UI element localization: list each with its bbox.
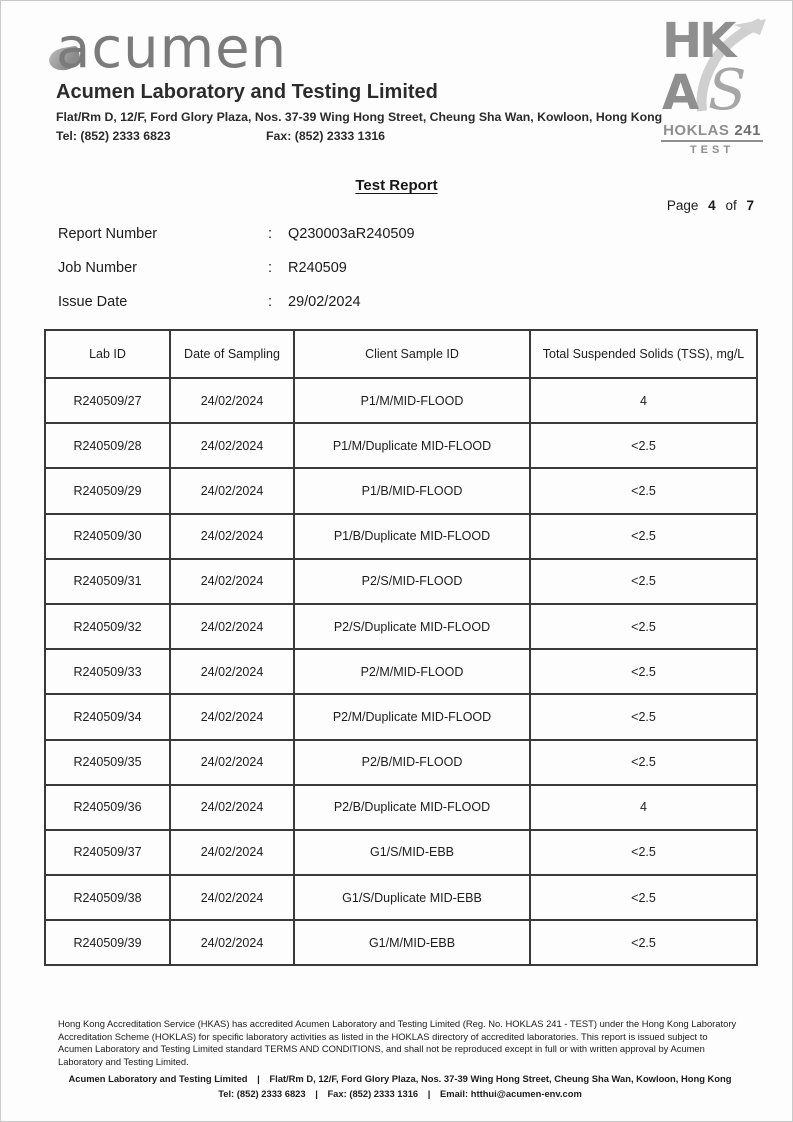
tss-value-cell: 4 bbox=[530, 378, 757, 423]
client-sample-id-cell: G1/S/MID-EBB bbox=[294, 830, 530, 875]
client-sample-id-cell: G1/S/Duplicate MID-EBB bbox=[294, 875, 530, 920]
hkas-accreditation-mark bbox=[652, 13, 772, 156]
table-row bbox=[45, 740, 757, 785]
client-sample-id-cell: P2/S/MID-FLOOD bbox=[294, 559, 530, 604]
client-sample-id-cell: P1/M/MID-FLOOD bbox=[294, 378, 530, 423]
table-row bbox=[45, 604, 757, 649]
page-total: 7 bbox=[746, 198, 754, 213]
lab-id-header: Lab ID bbox=[45, 330, 170, 378]
tss-header: Total Suspended Solids (TSS), mg/L bbox=[530, 330, 757, 378]
table-row bbox=[45, 649, 757, 694]
title-row bbox=[1, 177, 792, 195]
lab-id-cell: R240509/31 bbox=[45, 559, 170, 604]
table-row bbox=[45, 378, 757, 423]
report-number-label: Report Number bbox=[58, 226, 158, 242]
tss-value-cell: <2.5 bbox=[530, 559, 757, 604]
table-row bbox=[45, 423, 757, 468]
issue-date-label: Issue Date bbox=[58, 294, 128, 311]
svg-text:HK: HK bbox=[662, 13, 734, 69]
lab-id-cell: R240509/35 bbox=[45, 740, 170, 785]
table-row bbox=[45, 559, 757, 604]
company-contacts bbox=[56, 129, 676, 143]
page-current: 4 bbox=[708, 198, 716, 213]
tss-value-cell: <2.5 bbox=[530, 604, 757, 649]
company-name: Acumen Laboratory and Testing Limited bbox=[56, 81, 438, 103]
company-fax: Fax: (852) 2333 1316 bbox=[266, 129, 385, 143]
report-number-value: Q230003aR240509 bbox=[288, 226, 415, 242]
sampling-date-cell: 24/02/2024 bbox=[170, 740, 294, 785]
table-row bbox=[45, 694, 757, 739]
tss-value-cell: <2.5 bbox=[530, 468, 757, 513]
lab-id-cell: R240509/37 bbox=[45, 830, 170, 875]
sampling-date-cell: 24/02/2024 bbox=[170, 920, 294, 965]
sampling-date-header: Date of Sampling bbox=[170, 330, 294, 378]
tss-value-cell: <2.5 bbox=[530, 423, 757, 468]
page-label: Page bbox=[666, 198, 699, 213]
footer-company-address: Flat/Rm D, 12/F, Ford Glory Plaza, Nos. 37-39 Wing Hong Street, Cheung Sha Wan, Kowloon, Hong Kong bbox=[269, 1072, 732, 1084]
client-sample-id-cell: P1/B/MID-FLOOD bbox=[294, 468, 530, 513]
job-number-label: Job Number bbox=[58, 260, 137, 277]
sampling-date-cell: 24/02/2024 bbox=[170, 514, 294, 559]
sampling-date-cell: 24/02/2024 bbox=[170, 559, 294, 604]
lab-id-cell: R240509/34 bbox=[45, 694, 170, 739]
hoklas-registration bbox=[661, 122, 763, 142]
lab-id-cell: R240509/27 bbox=[45, 378, 170, 423]
footer-fax: Fax: (852) 2333 1316 bbox=[327, 1087, 419, 1099]
footer-contact-line bbox=[58, 1088, 742, 1099]
job-number-colon: : bbox=[268, 260, 273, 277]
lab-id-cell: R240509/29 bbox=[45, 468, 170, 513]
hkas-logo-icon bbox=[656, 13, 768, 117]
client-sample-id-cell: P1/B/Duplicate MID-FLOOD bbox=[294, 514, 530, 559]
sampling-date-cell: 24/02/2024 bbox=[170, 649, 294, 694]
logo-wordmark: acumen bbox=[56, 16, 288, 81]
table-row bbox=[45, 830, 757, 875]
sampling-date-cell: 24/02/2024 bbox=[170, 468, 294, 513]
client-sample-id-cell: G1/M/MID-EBB bbox=[294, 920, 530, 965]
page-of-label: of bbox=[725, 198, 737, 213]
page-footer bbox=[58, 1018, 742, 1099]
page-indicator bbox=[667, 198, 754, 213]
tss-value-cell: <2.5 bbox=[530, 514, 757, 559]
hoklas-reg-number: 241 bbox=[734, 122, 761, 139]
accreditation-disclaimer: Hong Kong Accreditation Service (HKAS) has accredited Acumen Laboratory and Testing Limited (Reg. No. HOKLAS 241 - TEST) under the Hong Kong Laboratory Accreditation Scheme (HOKLAS) for specific laboratory activities as listed in the HOKLAS directory of accredited laboratories. This report is issued subject to Acumen Laboratory and Testing Limited standard TERMS AND CONDITIONS, and shall not be reproduced except in full or with written approval by Acumen Laboratory and Testing Limited. bbox=[58, 1018, 737, 1068]
table-body bbox=[45, 378, 757, 965]
job-number-value: R240509 bbox=[288, 260, 347, 277]
client-sample-id-cell: P2/B/Duplicate MID-FLOOD bbox=[294, 785, 530, 830]
company-address: Flat/Rm D, 12/F, Ford Glory Plaza, Nos. 37-39 Wing Hong Street, Cheung Sha Wan, Kowloon, Hong Kong bbox=[56, 110, 663, 124]
issue-date-colon: : bbox=[268, 294, 273, 311]
lab-id-cell: R240509/39 bbox=[45, 920, 170, 965]
svg-text:S: S bbox=[708, 58, 747, 117]
lab-id-cell: R240509/38 bbox=[45, 875, 170, 920]
report-meta bbox=[58, 225, 415, 327]
tss-value-cell: <2.5 bbox=[530, 694, 757, 739]
sampling-date-cell: 24/02/2024 bbox=[170, 785, 294, 830]
tss-value-cell: <2.5 bbox=[530, 649, 757, 694]
issue-date-value: 29/02/2024 bbox=[288, 294, 361, 311]
footer-company-line bbox=[58, 1073, 742, 1084]
acumen-logo bbox=[56, 16, 288, 81]
sampling-date-cell: 24/02/2024 bbox=[170, 694, 294, 739]
footer-separator: | bbox=[315, 1087, 318, 1099]
lab-id-cell: R240509/30 bbox=[45, 514, 170, 559]
tss-value-cell: <2.5 bbox=[530, 830, 757, 875]
client-sample-id-cell: P1/M/Duplicate MID-FLOOD bbox=[294, 423, 530, 468]
sampling-date-cell: 24/02/2024 bbox=[170, 423, 294, 468]
client-sample-id-cell: P2/S/Duplicate MID-FLOOD bbox=[294, 604, 530, 649]
footer-separator: | bbox=[257, 1072, 260, 1084]
client-sample-id-cell: P2/M/Duplicate MID-FLOOD bbox=[294, 694, 530, 739]
tss-value-cell: 4 bbox=[530, 785, 757, 830]
footer-company-name: Acumen Laboratory and Testing Limited bbox=[68, 1072, 248, 1084]
sampling-date-cell: 24/02/2024 bbox=[170, 378, 294, 423]
page-title: Test Report bbox=[355, 177, 438, 194]
tss-value-cell: <2.5 bbox=[530, 920, 757, 965]
client-sample-id-cell: P2/B/MID-FLOOD bbox=[294, 740, 530, 785]
lab-id-cell: R240509/32 bbox=[45, 604, 170, 649]
lab-id-cell: R240509/33 bbox=[45, 649, 170, 694]
letterhead bbox=[56, 16, 676, 143]
client-sample-id-cell: P2/M/MID-FLOOD bbox=[294, 649, 530, 694]
hoklas-scheme-label: HOKLAS bbox=[663, 122, 730, 139]
table-row bbox=[45, 785, 757, 830]
table-row bbox=[45, 514, 757, 559]
sampling-date-cell: 24/02/2024 bbox=[170, 604, 294, 649]
tss-value-cell: <2.5 bbox=[530, 740, 757, 785]
tss-value-cell: <2.5 bbox=[530, 875, 757, 920]
footer-email: Email: htthui@acumen-env.com bbox=[439, 1087, 582, 1099]
svg-text:A: A bbox=[662, 65, 700, 117]
hoklas-test-label: TEST bbox=[689, 144, 735, 156]
table-header bbox=[45, 330, 757, 378]
sampling-date-cell: 24/02/2024 bbox=[170, 875, 294, 920]
table-row bbox=[45, 920, 757, 965]
sampling-date-cell: 24/02/2024 bbox=[170, 830, 294, 875]
company-tel: Tel: (852) 2333 6823 bbox=[56, 129, 171, 143]
footer-tel: Tel: (852) 2333 6823 bbox=[218, 1087, 306, 1099]
client-sample-id-header: Client Sample ID bbox=[294, 330, 530, 378]
issue-date-row bbox=[58, 293, 415, 311]
job-number-row bbox=[58, 259, 415, 277]
lab-id-cell: R240509/28 bbox=[45, 423, 170, 468]
footer-separator: | bbox=[427, 1087, 431, 1099]
lab-id-cell: R240509/36 bbox=[45, 785, 170, 830]
table-row bbox=[45, 875, 757, 920]
report-number-colon: : bbox=[268, 226, 273, 242]
table-header-row bbox=[45, 330, 757, 378]
table-row bbox=[45, 468, 757, 513]
results-table bbox=[44, 329, 758, 966]
report-number-row bbox=[58, 225, 415, 243]
